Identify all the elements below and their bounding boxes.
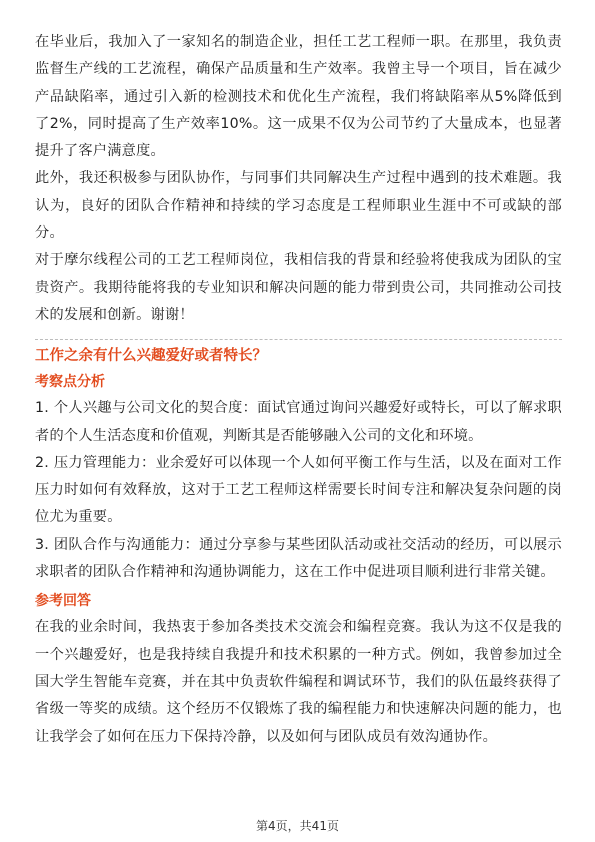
intro-paragraph-2: 此外，我还积极参与团队协作，与同事们共同解决生产过程中遇到的技术难题。我认为，良好的团队合作精神和持续的学习态度是工程师职业生涯中不可或缺的部分。 (35, 170, 562, 242)
document-page (35, 29, 562, 751)
analysis-heading: 考察点分析 (35, 374, 105, 391)
intro-paragraph-1: 在毕业后，我加入了一家知名的制造企业，担任工艺工程师一职。在那里，我负责监督生产线的工艺流程，确保产品质量和生产效率。我曾主导一个项目，旨在减少产品缺陷率，通过引入新的检测技术和优化生产流程，我们将缺陷率从5%降低到了2%，同时提高了生产效率10%。这一成果不仅为公司节约了大量成本，也显著提升了客户满意度。 (35, 34, 562, 160)
answer-heading: 参考回答 (35, 593, 91, 610)
section-divider (35, 339, 562, 340)
analysis-item-1: 1. 个人兴趣与公司文化的契合度：面试官通过询问兴趣爱好或特长，可以了解求职者的个人生活态度和价值观，判断其是否能够融入公司的文化和环境。 (35, 400, 562, 444)
analysis-item-3: 3. 团队合作与沟通能力：通过分享参与某些团队活动或社交活动的经历，可以展示求职者的团队合作精神和沟通协调能力，这在工作中促进项目顺利进行非常关键。 (35, 536, 562, 581)
intro-paragraph-3: 对于摩尔线程公司的工艺工程师岗位，我相信我的背景和经验将使我成为团队的宝贵资产。我期待能将我的专业知识和解决问题的能力带到贵公司，共同推动公司技术的发展和创新。谢谢！ (35, 252, 562, 323)
analysis-item-2: 2. 压力管理能力：业余爱好可以体现一个人如何平衡工作与生活，以及在面对工作压力时如何有效释放，这对于工艺工程师这样需要长时间专注和解决复杂问题的岗位尤为重要。 (35, 454, 562, 526)
page-footer: 第4页，共41页 (256, 819, 339, 833)
question-heading: 工作之余有什么兴趣爱好或者特长？ (35, 348, 267, 365)
answer-paragraph: 在我的业余时间，我热衷于参加各类技术交流会和编程竞赛。我认为这不仅是我的一个兴趣爱好，也是我持续自我提升和技术积累的一种方式。例如，我曾参加过全国大学生智能车竞赛，并在其中负责软件编程和调试环节，我们的队伍最终获得了省级一等奖的成绩。这个经历不仅锻炼了我的编程能力和快速解决问题的能力，也让我学会了如何在压力下保持冷静，以及如何与团队成员有效沟通协作。 (35, 619, 562, 745)
